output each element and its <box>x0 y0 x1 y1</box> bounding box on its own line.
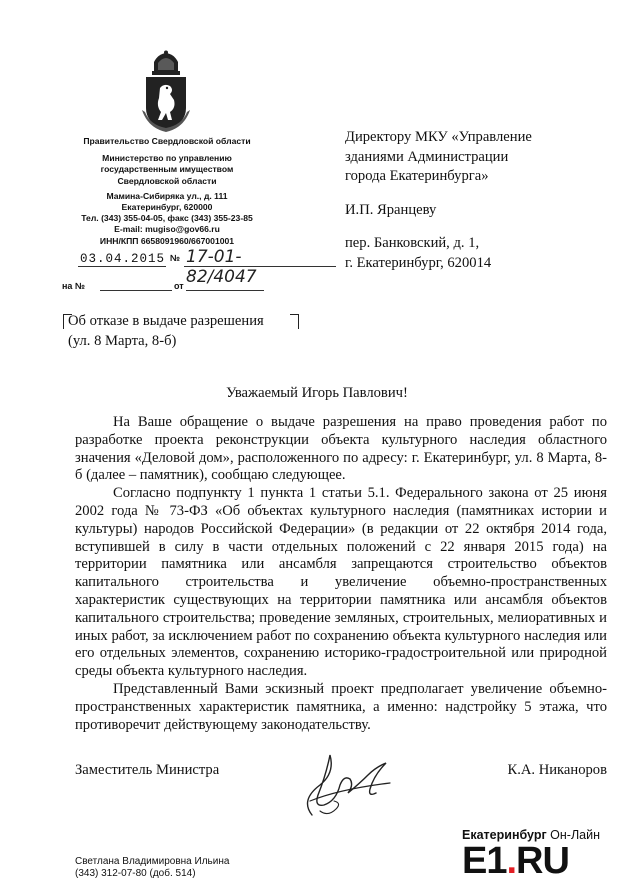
sender-ministry-line: Свердловской области <box>117 175 217 186</box>
recipient-line: города Екатеринбурга» <box>345 168 489 184</box>
coat-of-arms-emblem <box>140 50 192 132</box>
registration-number-label: № <box>170 253 181 263</box>
executor-block <box>75 856 229 880</box>
sender-address-line: Мамина-Сибиряка ул., д. 111 <box>106 190 228 201</box>
sender-inn: ИНН/КПП 6658091960/667001001 <box>99 235 235 246</box>
sender-ministry-line: государственным имуществом <box>100 164 234 175</box>
executor-phone: (343) 312-07-80 (доб. 514) <box>75 868 196 879</box>
signer-name: К.А. Никаноров <box>507 762 607 778</box>
recipient-line: Директору МКУ «Управление <box>345 129 532 145</box>
recipient-line: зданиями Администрации <box>345 148 509 165</box>
sender-ministry-line: Министерство по управлению <box>102 153 232 164</box>
watermark-city: Екатеринбург Он-Лайн <box>462 828 601 842</box>
subject-line: (ул. 8 Марта, 8-б) <box>68 332 177 349</box>
reference-from-label: от <box>174 281 184 291</box>
signer-position: Заместитель Министра <box>75 762 220 778</box>
body-paragraph: Представленный Вами эскизный проект предполагает увеличение объемно-пространственных характеристик памятника, а именно: надстройку 5 этажа, что противоречит действующему законодательству. <box>75 680 607 733</box>
recipient-block <box>345 128 532 273</box>
watermark-logo-text: E1.RU <box>462 840 569 882</box>
executor-name: Светлана Владимировна Ильина <box>75 856 230 867</box>
sender-block <box>62 136 272 247</box>
recipient-address-line: пер. Банковский, д. 1, <box>345 235 480 251</box>
letter-body <box>75 414 607 734</box>
subject-block <box>68 312 308 351</box>
recipient-name: И.П. Яранцеву <box>345 201 437 218</box>
reference-on-label: на № <box>62 281 85 291</box>
subject-line: Об отказе в выдаче разрешения <box>68 313 264 329</box>
sender-email: E-mail: mugiso@gov66.ru <box>114 224 220 235</box>
sender-phone: Тел. (343) 355-04-05, факс (343) 355-23-85 <box>81 213 253 224</box>
salutation: Уважаемый Игорь Павлович! <box>226 385 408 401</box>
sender-address-line: Екатеринбург, 620000 <box>121 202 213 213</box>
handwritten-signature <box>290 745 400 825</box>
sender-government: Правительство Свердловской области <box>83 136 251 146</box>
body-paragraph: Согласно подпункту 1 пункта 1 статьи 5.1. Федерального закона от 25 июня 2002 года № 73-ФЗ «Об объектах культурного наследия (памятниках истории и культуры) народов Российской Федерации» (в редакции от 22 октября 2014 года, вступившей в силу в части отдельных положений с 22 января 2015 года) на территории памятника или ансамбля запрещаются строительство объектов капитального строительства и увеличение объемно-пространственных характеристик существующих на территории памятника или ансамбля объектов капитального строительства; проведение земляных, строительных, мелиоративных и иных работ, за исключением работ по сохранению объекта культурного наследия или его отдельных элементов, сохранению историко-градостроительной или природной среды объекта культурного наследия. <box>75 485 607 680</box>
e1-watermark-logo <box>462 828 627 880</box>
body-paragraph: На Ваше обращение о выдаче разрешения на право проведения работ по разработке проекта реконструкции объекта культурного наследия областного значения «Деловой дом», расположенного по адресу: г. Екатеринбург, ул. 8 Марта, 8-б (далее – памятник), сообщаю следующее. <box>75 414 607 484</box>
registration-date: 03.04.2015 <box>80 252 166 266</box>
recipient-address-line: г. Екатеринбург, 620014 <box>345 254 492 271</box>
registration-number: 17-01-82/4047 <box>186 247 257 287</box>
